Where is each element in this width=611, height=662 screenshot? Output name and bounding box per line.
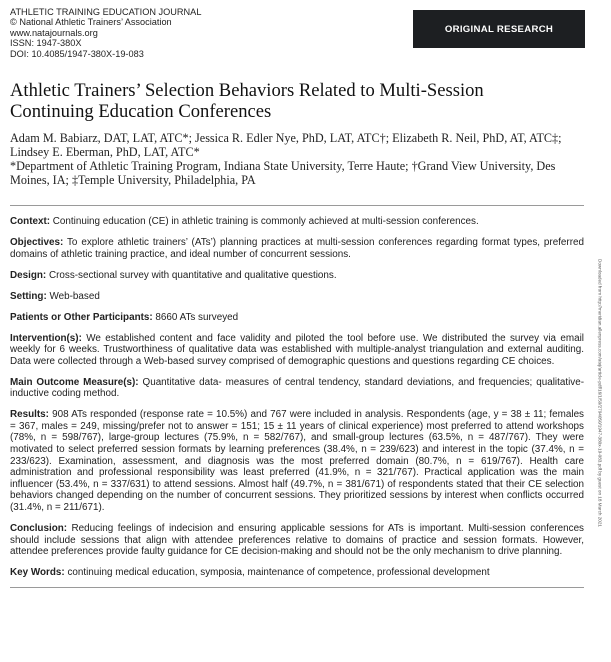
- author-affiliations: *Department of Athletic Training Program, Indiana State University, Terre Haute; †Grand View University, Des Moines, IA; ‡Temple University, Philadelphia, PA: [10, 159, 556, 187]
- journal-url[interactable]: www.natajournals.org: [10, 27, 98, 38]
- abstract-outcomes: [10, 377, 584, 400]
- abstract-label: Patients or Other Participants:: [10, 311, 153, 323]
- abstract-label: Key Words:: [10, 567, 65, 579]
- abstract-label: Design:: [10, 269, 47, 281]
- abstract-label: Objectives:: [10, 236, 64, 248]
- abstract-objectives: [10, 237, 584, 260]
- author-list: Adam M. Babiarz, DAT, LAT, ATC*; Jessica R. Edler Nye, PhD, LAT, ATC†; Elizabeth R. Neil, PhD, AT, ATC‡; Lindsey E. Eberman, PhD, LAT, ATC*: [10, 131, 562, 159]
- download-note: [595, 178, 605, 608]
- journal-issn: ISSN: 1947-380X: [10, 38, 82, 49]
- abstract: [10, 205, 584, 588]
- abstract-text: continuing medical education, symposia, maintenance of competence, professional development: [67, 567, 490, 579]
- abstract-context: [10, 216, 584, 228]
- journal-name: ATHLETIC TRAINING EDUCATION JOURNAL: [10, 7, 202, 17]
- abstract-interventions: [10, 333, 584, 368]
- abstract-label: Context:: [10, 216, 51, 227]
- abstract-text: To explore athletic trainers’ (ATs’) planning practices at multi-session conferences regarding format types, preferred domains of athletic training practice, and ideal number of concurrent sessions.: [10, 236, 584, 260]
- journal-info: [10, 7, 201, 59]
- abstract-participants: [10, 312, 584, 324]
- abstract-text: Quantitative data- measures of central tendency, standard deviations, and frequencies; qualitative- inductive coding method.: [10, 376, 584, 400]
- abstract-label: Intervention(s):: [10, 332, 82, 344]
- abstract-keywords: [10, 567, 584, 579]
- abstract-text: 908 ATs responded (response rate = 10.5%) and 767 were included in analysis. Respondents (age, y = 38 ± 11; females = 367, males = 249, missing/prefer not to answer = 151; 15 ± 11 years of clinical experience) most preferred to attend workshops (78%, n = 598/767), large-group lectures (75.9%, n = 582/767), and small-group lectures (63.5%, n = 487/767). They were motivated to select preferred session formats by learning preferences (38.4%, n = 239/623) and interest in the topic (37.4%, n = 233/623). Examination, assessment, and diagnosis was the most preferred domain (80.7%, n = 619/767). Health care administration and professional responsibility was least preferred (41.9%, n = 321/767). Practical application was the main influencer (53.4%, n = 337/631) to attend sessions. Almost half (49.7%, n = 381/671) of respondents stated that their CE selection behaviors changed depending on the number of concurrent sessions. They prioritized sessions by interest when conflicts occurred (31.4%, n = 211/671).: [10, 409, 584, 514]
- journal-doi: DOI: 10.4085/1947-380X-19-083: [10, 48, 144, 59]
- abstract-conclusion: [10, 523, 584, 558]
- abstract-text: We established content and face validity and piloted the tool before use. We distributed the survey via email weekly for 6 weeks. Trustworthiness of qualitative data was established with multiple-analyst triangulation and external auditing. Data were collected through a Web-based survey comprised of demographic questions and questions regarding CE choices.: [10, 332, 584, 367]
- abstract-text: Web-based: [49, 290, 100, 302]
- journal-copyright: © National Athletic Trainers’ Association: [10, 17, 172, 28]
- abstract-text: Continuing education (CE) in athletic training is commonly achieved at multi-session conferences.: [52, 216, 479, 227]
- abstract-label: Setting:: [10, 290, 47, 302]
- abstract-text: Cross-sectional survey with quantitative and qualitative questions.: [48, 269, 337, 281]
- abstract-setting: [10, 291, 584, 303]
- abstract-results: [10, 409, 584, 513]
- author-block: [10, 131, 582, 187]
- download-note-text: Downloaded from http://meridian.allenpress.com/atej/article-pdf/16/1/59/2794050/1947-380x-19-083.pdf by guest on 18 March 2021: [597, 259, 603, 527]
- abstract-label: Main Outcome Measure(s):: [10, 376, 139, 388]
- article-title: Athletic Trainers’ Selection Behaviors Related to Multi-Session Continuing Education Conferences: [10, 80, 484, 122]
- abstract-text: Reducing feelings of indecision and ensuring applicable sessions for ATs is important. Multi-session conferences should include sessions that align with attendee preferences relative to domains of practice and session formats. However, attendee preferences provide faulty guidance for CE decision-making and should not be the only mechanism to drive planning.: [10, 523, 584, 558]
- abstract-label: Conclusion:: [10, 523, 68, 534]
- abstract-design: [10, 270, 584, 282]
- abstract-label: Results:: [10, 409, 49, 421]
- abstract-text: 8660 ATs surveyed: [155, 311, 239, 323]
- article-type-badge: ORIGINAL RESEARCH: [413, 10, 585, 48]
